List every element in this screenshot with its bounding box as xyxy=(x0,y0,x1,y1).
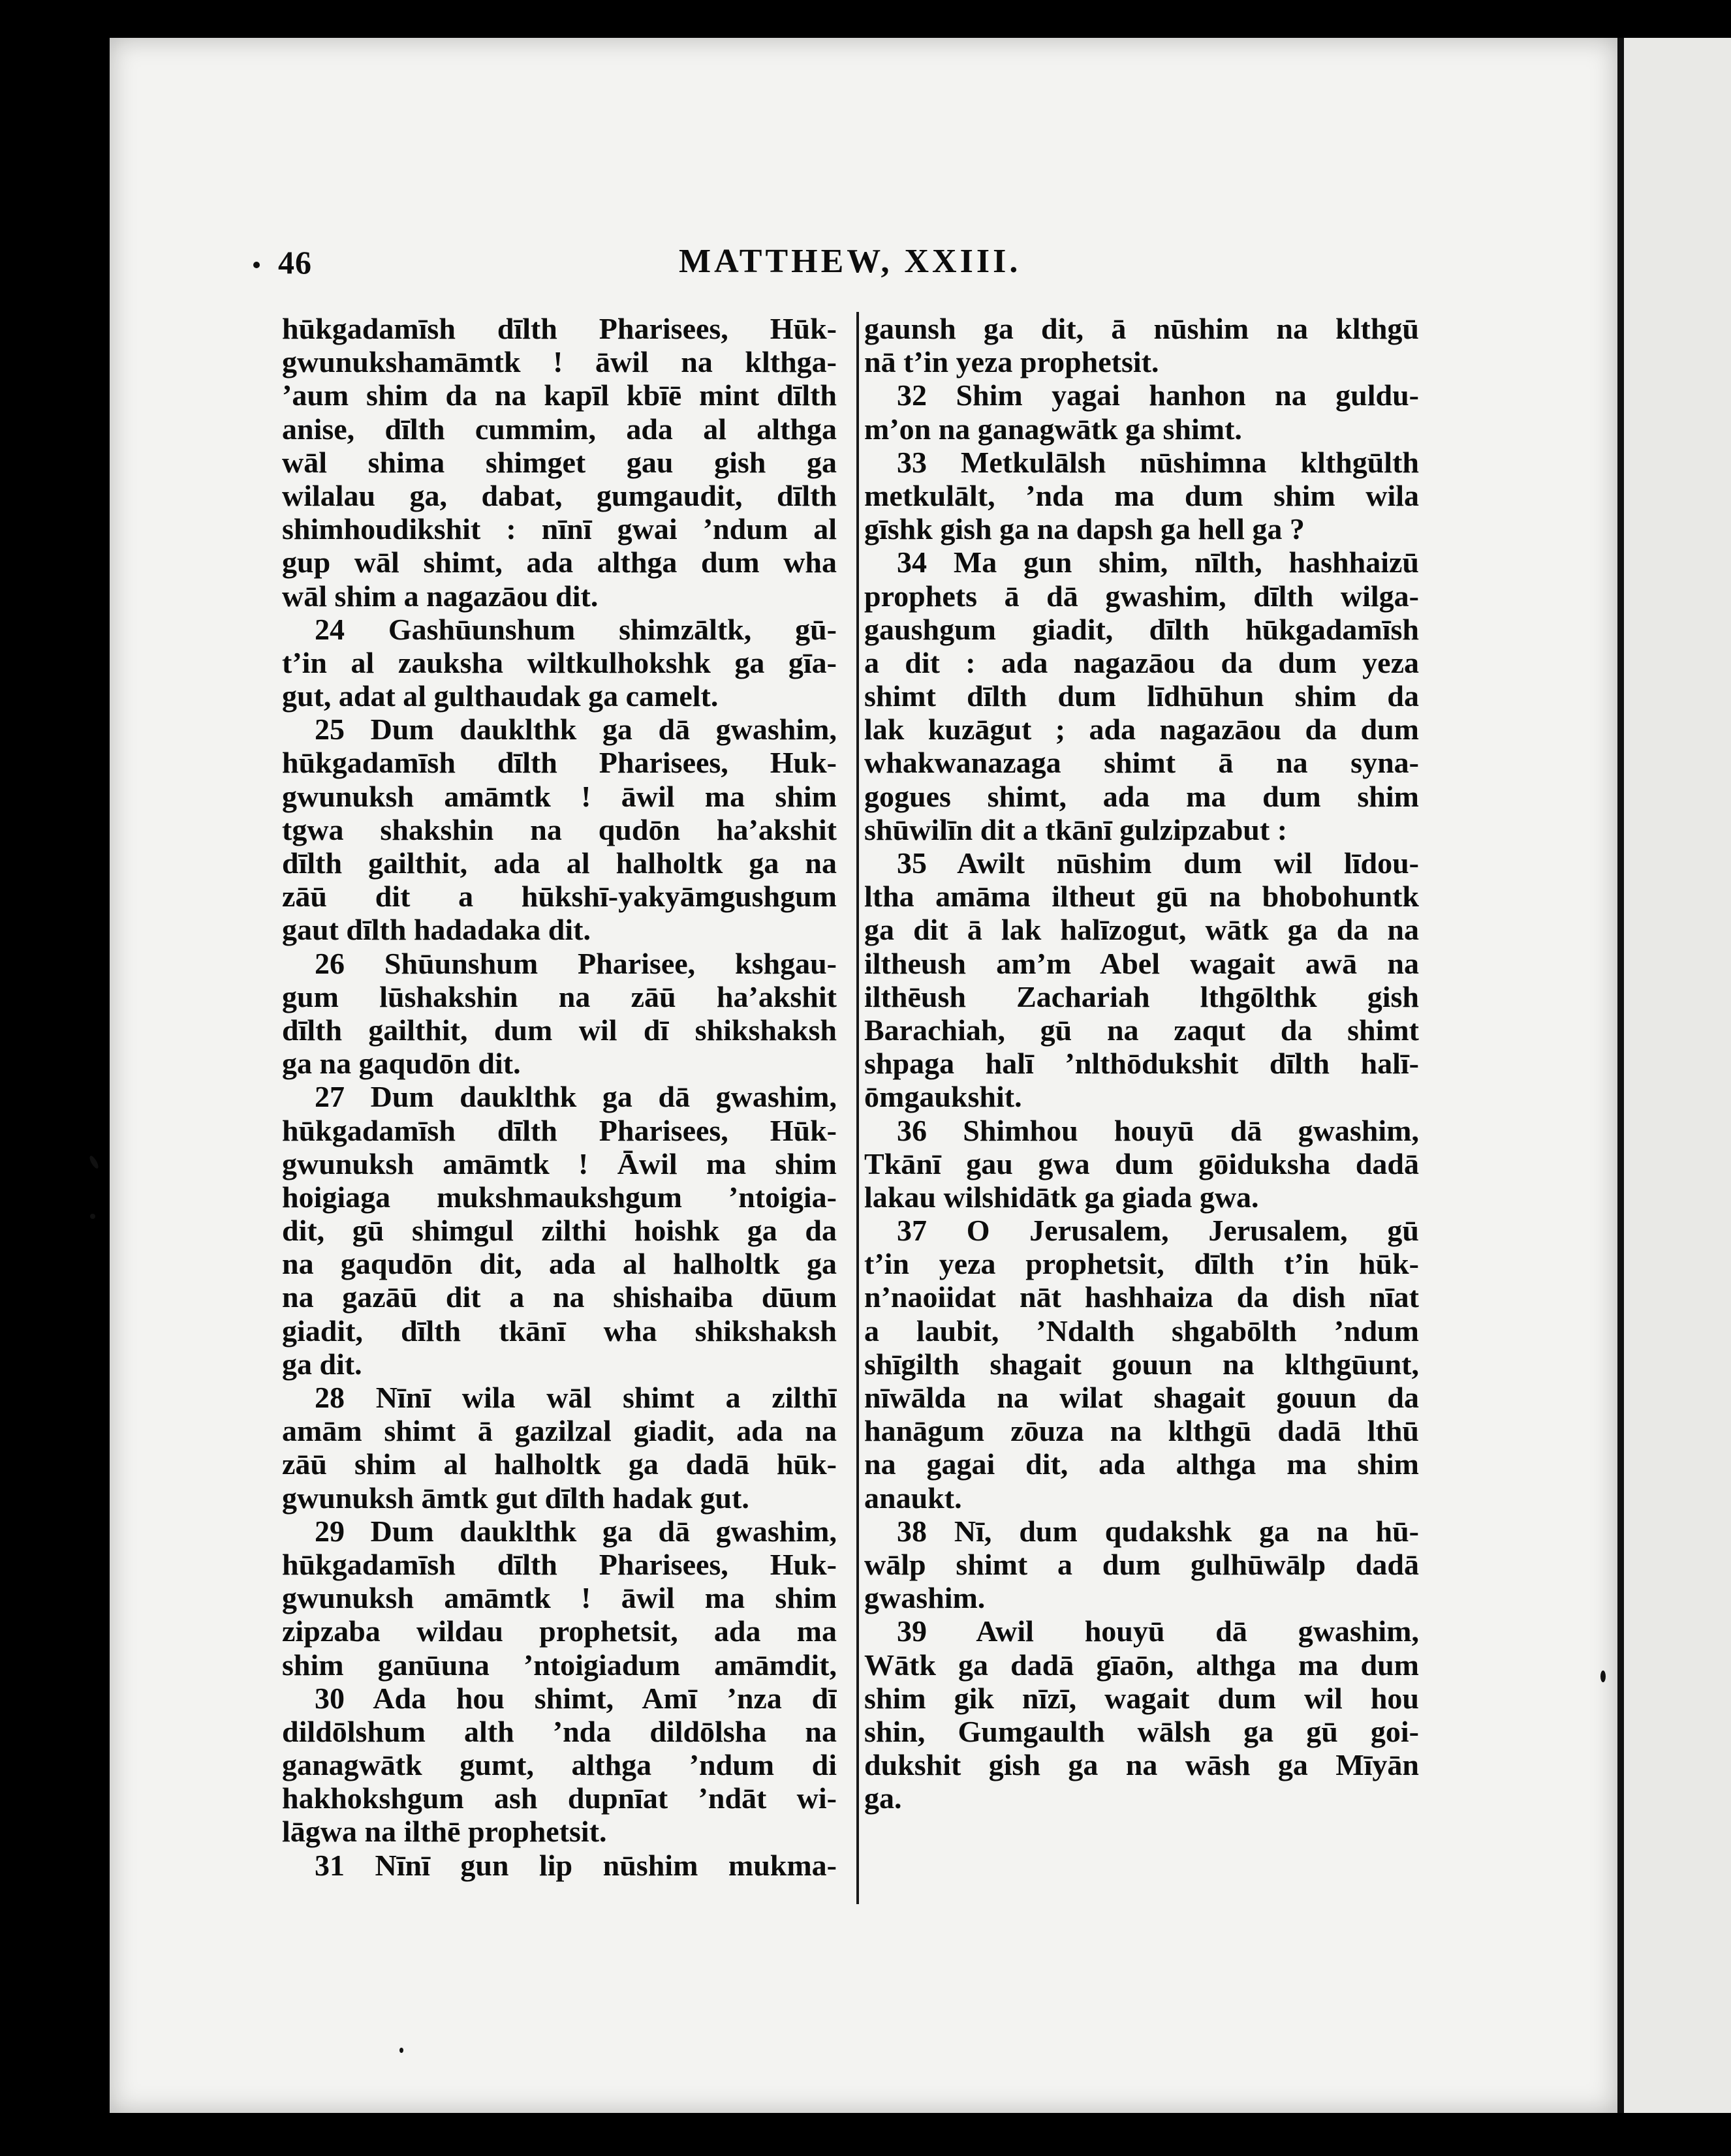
text-line: na gazāū dit a na shishaiba dūum xyxy=(282,1280,837,1314)
scan-speck xyxy=(399,2048,403,2053)
text-line: m’on na ganagwātk ga shimt. xyxy=(864,412,1242,446)
text-line: gwunukshamāmtk ! āwil na klthga- xyxy=(282,345,837,379)
text-line: lak kuzāgut ; ada nagazāou da dum xyxy=(864,713,1419,747)
page-header xyxy=(274,238,1345,290)
adjacent-page-edge xyxy=(1617,38,1731,2113)
text-line: lakau wilshidātk ga giada gwa. xyxy=(864,1180,1259,1214)
text-line: gwunuksh amāmtk ! āwil ma shim xyxy=(282,1581,837,1615)
text-line: zāū shim al halholtk ga dadā hūk- xyxy=(282,1447,837,1481)
text-line: gaushgum giadit, dīlth hūkgadamīsh xyxy=(864,612,1419,646)
scan-speck xyxy=(90,1214,95,1219)
text-line: a dit : ada nagazāou da dum yeza xyxy=(864,645,1419,679)
page-number: 46 xyxy=(278,244,312,281)
text-line: gwunuksh āmtk gut dīlth hadak gut. xyxy=(282,1481,749,1515)
text-line: anaukt. xyxy=(864,1481,962,1515)
text-line: shīgilth shagait gouun na klthgūunt, xyxy=(864,1347,1419,1381)
text-line: nīwālda na wilat shagait gouun da xyxy=(864,1381,1419,1414)
text-line: tgwa shakshin na qudōn ha’akshit xyxy=(282,812,837,846)
text-line: ga dit ā lak halīzogut, wātk ga da na xyxy=(864,913,1419,947)
text-line: gaut dīlth hadadaka dit. xyxy=(282,913,591,947)
text-line: 39 Awil houyū dā gwashim, xyxy=(897,1614,1419,1648)
header-dot xyxy=(253,262,260,268)
running-title: MATTHEW, XXIII. xyxy=(679,243,1021,280)
text-line: hoigiaga mukshmaukshgum ’ntoigia- xyxy=(282,1180,837,1214)
text-line: shim ganūuna ’ntoigiadum amāmdit, xyxy=(282,1648,837,1682)
scan-speck xyxy=(1600,1671,1606,1682)
text-line: gīshk gish ga na dapsh ga hell ga ? xyxy=(864,512,1305,546)
text-line: 35 Awilt nūshim dum wil līdou- xyxy=(897,846,1419,880)
text-line: na gaqudōn dit, ada al halholtk ga xyxy=(282,1247,837,1281)
text-line: wilalau ga, dabat, gumgaudit, dīlth xyxy=(282,478,837,512)
text-line: Barachiah, gū na zaqut da shimt xyxy=(864,1013,1419,1047)
text-line: 27 Dum dauklthk ga dā gwashim, xyxy=(315,1080,837,1114)
column-divider xyxy=(856,312,859,1904)
text-line: anise, dīlth cummim, ada al althga xyxy=(282,412,837,446)
text-line: 30 Ada hou shimt, Amī ’nza dī xyxy=(315,1681,837,1715)
text-line: dīlth gailthit, ada al halholtk ga na xyxy=(282,846,837,880)
text-line: ’aum shim da na kapīl kbīē mint dīlth xyxy=(282,378,837,412)
text-line: iltheush am’m Abel wagait awā na xyxy=(864,946,1419,980)
text-line: gwunuksh amāmtk ! Āwil ma shim xyxy=(282,1147,837,1180)
text-line: ltha amāma iltheut gū na bhobohuntk xyxy=(864,880,1419,914)
text-line: amām shimt ā gazilzal giadit, ada na xyxy=(282,1414,837,1448)
text-line: shim gik nīzī, wagait dum wil hou xyxy=(864,1681,1419,1715)
text-line: 31 Nīnī gun lip nūshim mukma- xyxy=(315,1848,837,1882)
text-line: hanāgum zōuza na klthgū dadā lthū xyxy=(864,1414,1419,1448)
text-line: n’naoiidat nāt hashhaiza da dish nīat xyxy=(864,1280,1419,1314)
text-line: hūkgadamīsh dīlth Pharisees, Hūk- xyxy=(282,312,837,345)
text-line: gum lūshakshin na zāū ha’akshit xyxy=(282,979,837,1013)
text-line: na gagai dit, ada althga ma shim xyxy=(864,1447,1419,1481)
text-line: ga dit. xyxy=(282,1347,362,1381)
text-line: 32 Shim yagai hanhon na guldu- xyxy=(897,378,1419,412)
text-line: 28 Nīnī wila wāl shimt a zilthī xyxy=(315,1381,837,1414)
text-line: Tkānī gau gwa dum gōiduksha dadā xyxy=(864,1147,1419,1180)
text-line: giadit, dīlth tkānī wha shikshaksh xyxy=(282,1314,837,1348)
text-line: a laubit, ’Ndalth shgabōlth ’ndum xyxy=(864,1314,1419,1348)
text-line: ilthēush Zachariah lthgōlthk gish xyxy=(864,979,1419,1013)
text-line: nā t’in yeza prophetsit. xyxy=(864,345,1159,379)
text-line: gwashim. xyxy=(864,1581,986,1615)
scan-speck xyxy=(88,1154,100,1169)
text-line: 29 Dum dauklthk ga dā gwashim, xyxy=(315,1514,837,1548)
text-line: zipzaba wildau prophetsit, ada ma xyxy=(282,1614,837,1648)
text-line: dildōlshum alth ’nda dildōlsha na xyxy=(282,1714,837,1748)
text-line: 26 Shūunshum Pharisee, kshgau- xyxy=(315,946,837,980)
text-line: dit, gū shimgul zilthi hoishk ga da xyxy=(282,1214,837,1248)
right-column xyxy=(864,312,1419,1815)
text-line: wāl shima shimget gau gish ga xyxy=(282,445,837,479)
text-line: t’in yeza prophetsit, dīlth t’in hūk- xyxy=(864,1247,1419,1281)
text-line: hūkgadamīsh dīlth Pharisees, Huk- xyxy=(282,746,837,780)
text-line: gogues shimt, ada ma dum shim xyxy=(864,779,1419,813)
text-line: 24 Gashūunshum shimzāltk, gū- xyxy=(315,612,837,646)
text-line: 25 Dum dauklthk ga dā gwashim, xyxy=(315,713,837,747)
text-line: zāū dit a hūkshī-yakyāmgushgum xyxy=(282,880,837,914)
text-line: ōmgaukshit. xyxy=(864,1080,1022,1114)
text-line: wāl shim a nagazāou dit. xyxy=(282,579,599,613)
text-line: shin, Gumgaulth wālsh ga gū goi- xyxy=(864,1714,1419,1748)
text-line: whakwanazaga shimt ā na syna- xyxy=(864,746,1419,780)
text-line: gup wāl shimt, ada althga dum wha xyxy=(282,546,837,579)
text-line: ga. xyxy=(864,1781,902,1815)
text-line: shimhoudikshit : nīnī gwai ’ndum al xyxy=(282,512,837,546)
text-line: 38 Nī, dum qudakshk ga na hū- xyxy=(897,1514,1419,1548)
text-line: 33 Metkulālsh nūshimna klthgūlth xyxy=(897,445,1419,479)
text-line: hūkgadamīsh dīlth Pharisees, Hūk- xyxy=(282,1113,837,1147)
text-line: ganagwātk gumt, althga ’ndum di xyxy=(282,1748,837,1782)
text-line: 36 Shimhou houyū dā gwashim, xyxy=(897,1113,1419,1147)
text-line: prophets ā dā gwashim, dīlth wilga- xyxy=(864,579,1419,613)
text-line: wālp shimt a dum gulhūwālp dadā xyxy=(864,1547,1419,1581)
text-line: 37 O Jerusalem, Jerusalem, gū xyxy=(897,1214,1419,1248)
text-line: t’in al zauksha wiltkulhokshk ga gīa- xyxy=(282,645,837,679)
text-line: Wātk ga dadā gīaōn, althga ma dum xyxy=(864,1648,1419,1682)
text-line: 34 Ma gun shim, nīlth, hashhaizū xyxy=(897,546,1419,579)
text-line: shpaga halī ’nlthōdukshit dīlth halī- xyxy=(864,1047,1419,1081)
text-line: lāgwa na ilthē prophetsit. xyxy=(282,1815,607,1849)
text-line: hūkgadamīsh dīlth Pharisees, Huk- xyxy=(282,1547,837,1581)
text-line: shimt dīlth dum līdhūhun shim da xyxy=(864,679,1419,713)
text-line: ga na gaqudōn dit. xyxy=(282,1047,521,1081)
text-line: dīlth gailthit, dum wil dī shikshaksh xyxy=(282,1013,837,1047)
text-line: gaunsh ga dit, ā nūshim na klthgū xyxy=(864,312,1419,345)
text-line: gut, adat al gulthaudak ga camelt. xyxy=(282,679,719,713)
text-line: hakhokshgum ash dupnīat ’ndāt wi- xyxy=(282,1781,837,1815)
text-line: dukshit gish ga na wāsh ga Mīyān xyxy=(864,1748,1419,1782)
text-line: shūwilīn dit a tkānī gulzipzabut : xyxy=(864,812,1288,846)
left-column xyxy=(282,312,837,1882)
text-line: metkulālt, ’nda ma dum shim wila xyxy=(864,478,1419,512)
text-line: gwunuksh amāmtk ! āwil ma shim xyxy=(282,779,837,813)
